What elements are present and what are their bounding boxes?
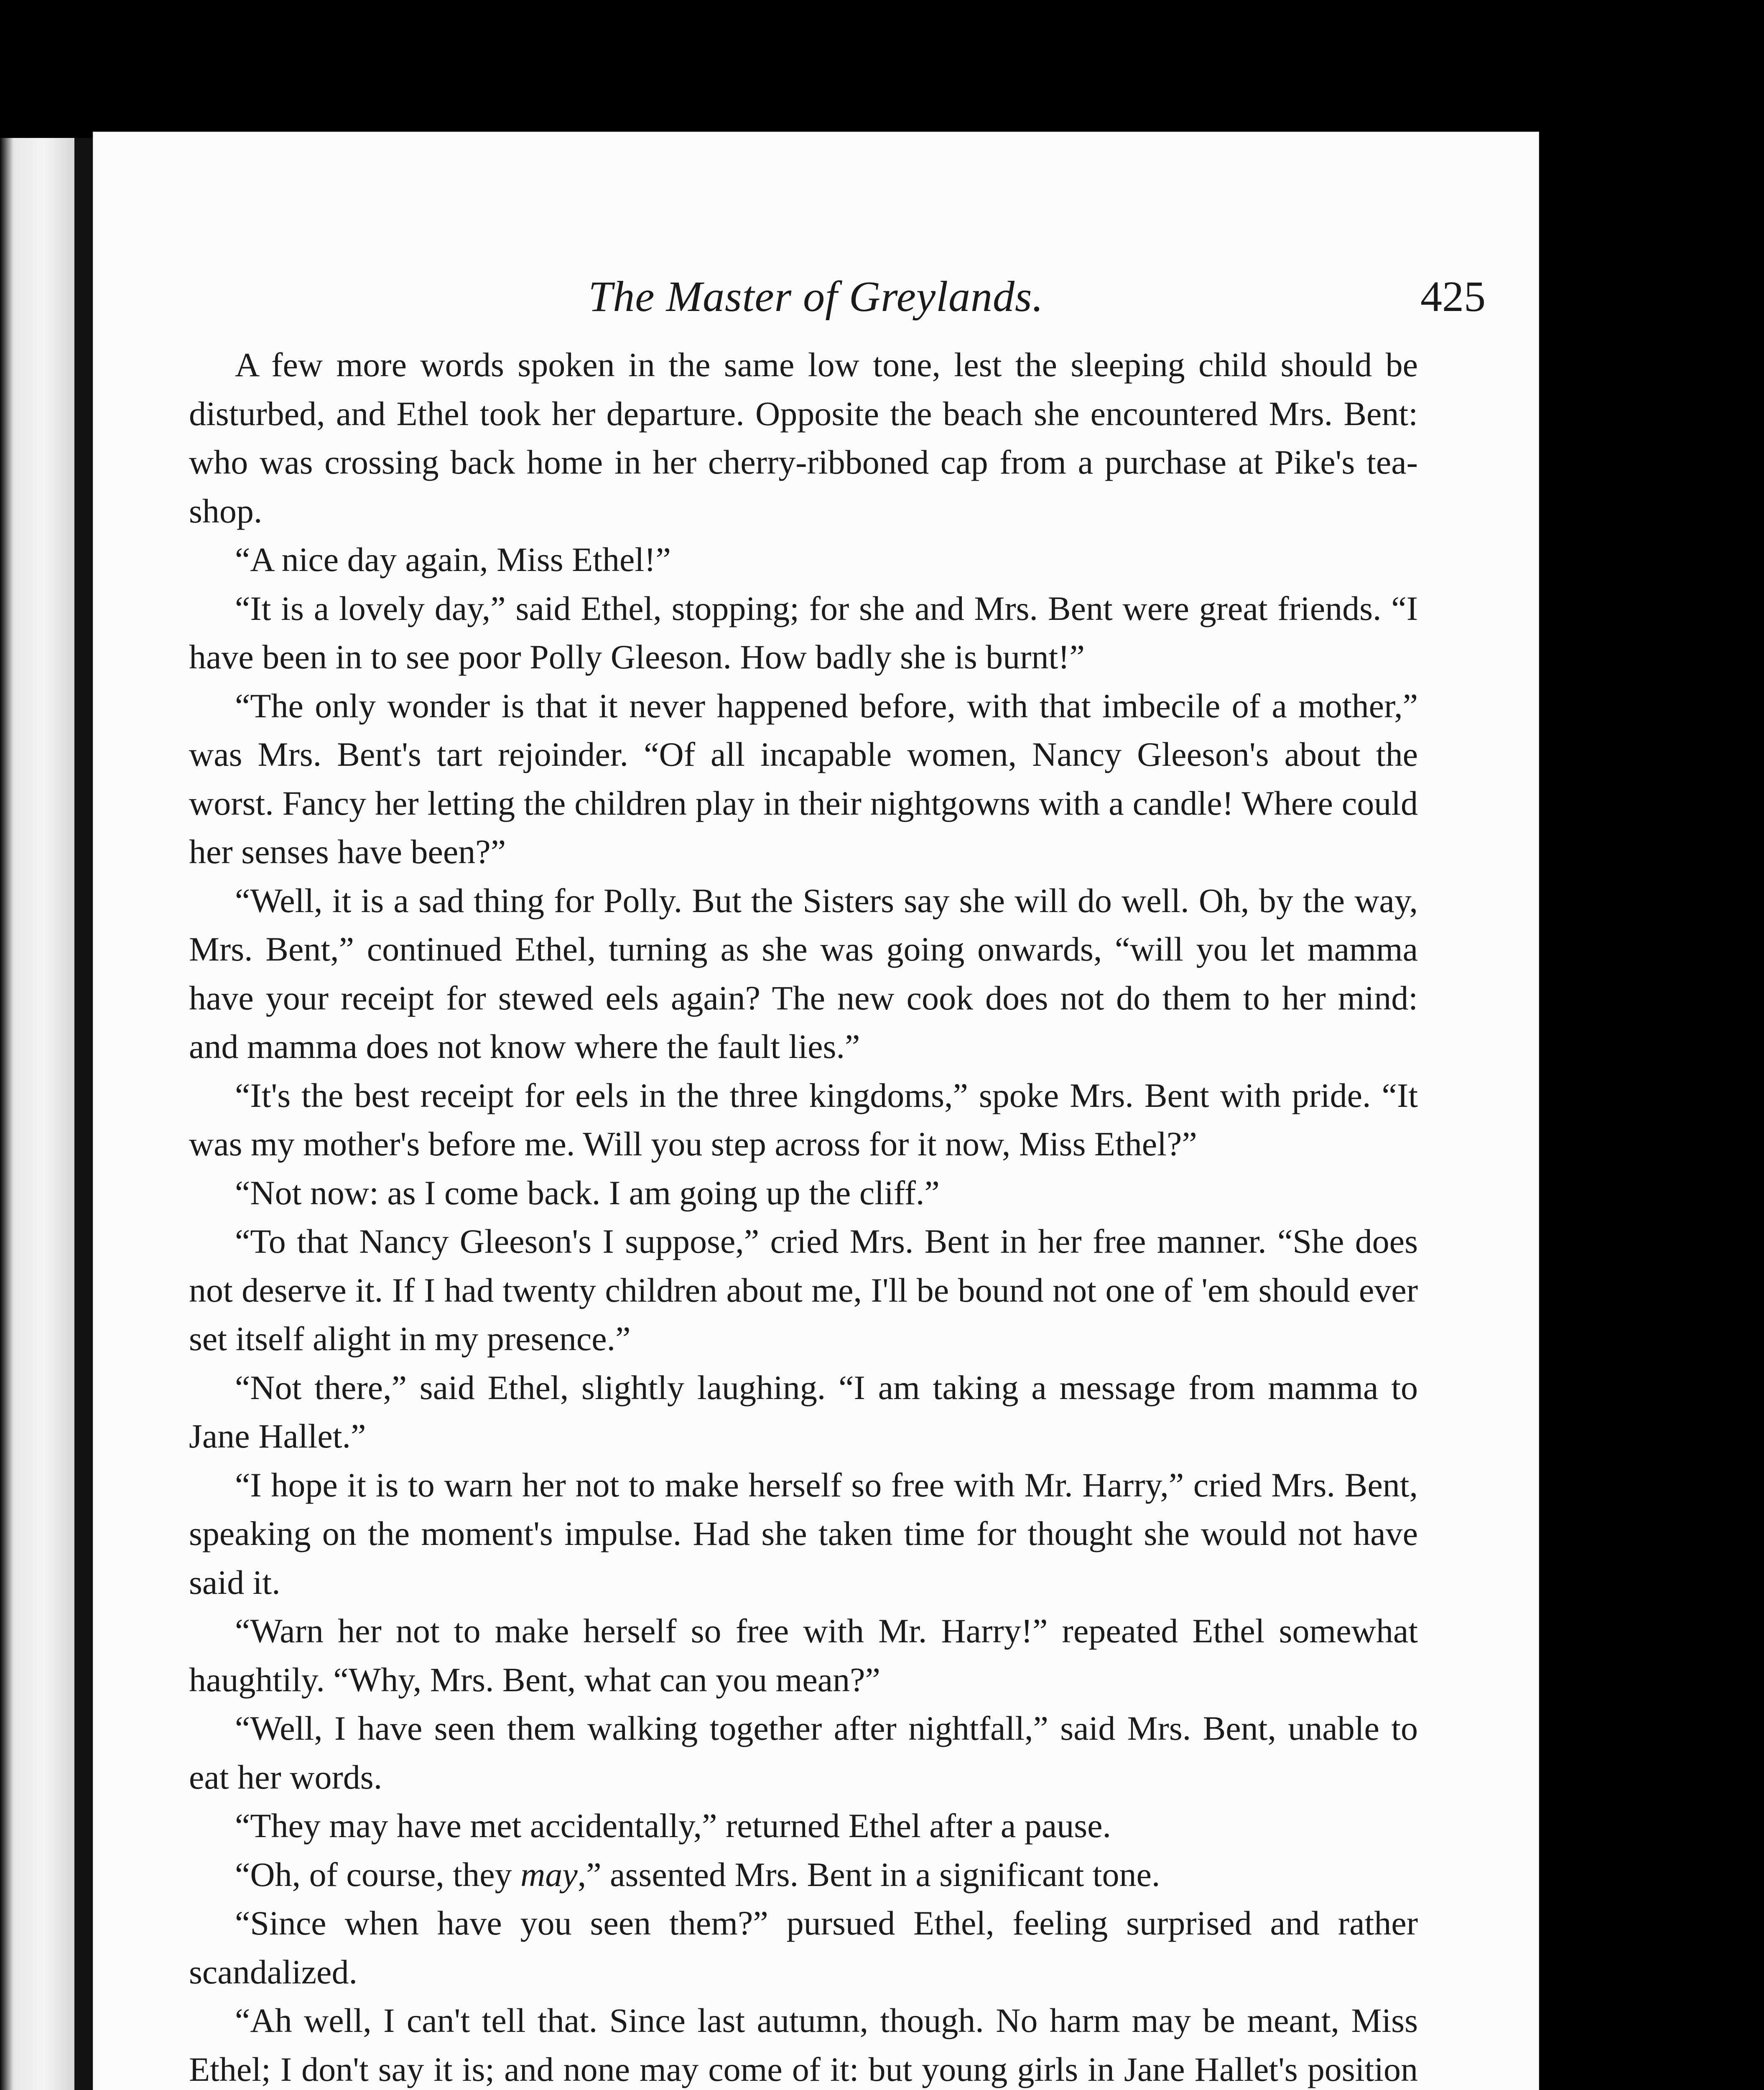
book-gutter (74, 138, 94, 2090)
book-page (93, 132, 1539, 2090)
paragraph-italic-may: “Oh, of course, they may,” assented Mrs. Bent in a significant tone. (235, 1855, 1160, 1894)
paragraph: “Since when have you seen them?” pursued Ethel, feeling surprised and rather scandalized. (189, 1904, 1418, 1991)
page-number: 425 (1420, 273, 1486, 321)
paragraph: “Well, I have seen them walking together after nightfall,” said Mrs. Bent, unable to eat her words. (189, 1709, 1418, 1796)
paragraph: “It is a lovely day,” said Ethel, stopping; for she and Mrs. Bent were great friends. “I have been in to see poor Polly Gleeson. How badly she is burnt!” (189, 589, 1418, 676)
paragraph: “It's the best receipt for eels in the three kingdoms,” spoke Mrs. Bent with pride. “It was my mother's before me. Will you step across for it now, Miss Ethel?” (189, 1076, 1418, 1163)
paragraph: A few more words spoken in the same low tone, lest the sleeping child should be disturbed, and Ethel took her departure. Opposite the beach she encountered Mrs. Bent: who was crossing back home in her cherry-ribboned cap from a purchase at Pike's tea-shop. (189, 346, 1418, 530)
paragraph: “I hope it is to warn her not to make herself so free with Mr. Harry,” cried Mrs. Bent, speaking on the moment's impulse. Had she taken time for thought she would not have said it. (189, 1466, 1418, 1601)
paragraph: “They may have met accidentally,” returned Ethel after a pause. (235, 1807, 1111, 1845)
paragraph: “To that Nancy Gleeson's I suppose,” cried Mrs. Bent in her free manner. “She does not deserve it. If I had twenty children about me, I'll be bound not one of 'em should ever set itself alight in my presence.” (189, 1222, 1418, 1358)
running-title: The Master of Greylands. (588, 273, 1044, 321)
paragraph: “Warn her not to make herself so free with Mr. Harry!” repeated Ethel somewhat haughtily. “Why, Mrs. Bent, what can you mean?” (189, 1612, 1418, 1699)
paragraph: “Ah well, I can't tell that. Since last autumn, though. No harm may be meant, Miss Ethel; I don't say it is; and none may come of it: but young girls in Jane Hallet's position (189, 2001, 1418, 2088)
paragraph: “Well, it is a sad thing for Polly. But the Sisters say she will do well. Oh, by the way, Mrs. Bent,” continued Ethel, turning as she was going onwards, “will you let mamma have your receipt for stewed eels again? The new cook does not do them to her mind: and mamma does not know where the fault lies.” (189, 881, 1418, 1065)
page-body (189, 341, 1418, 2090)
paragraph: “Not there,” said Ethel, slightly laughing. “I am taking a message from mamma to Jane Hallet.” (189, 1368, 1418, 1455)
facing-page-edge (0, 138, 75, 2090)
paragraph: “A nice day again, Miss Ethel!” (235, 540, 671, 579)
paragraph: “Not now: as I come back. I am going up the cliff.” (235, 1173, 940, 1212)
page-header (93, 272, 1539, 330)
paragraph: “The only wonder is that it never happened before, with that imbecile of a mother,” was Mrs. Bent's tart rejoinder. “Of all incapable women, Nancy Gleeson's about the worst. Fancy her letting the children play in their nightgowns with a candle! Where could her senses have been?” (189, 686, 1418, 871)
